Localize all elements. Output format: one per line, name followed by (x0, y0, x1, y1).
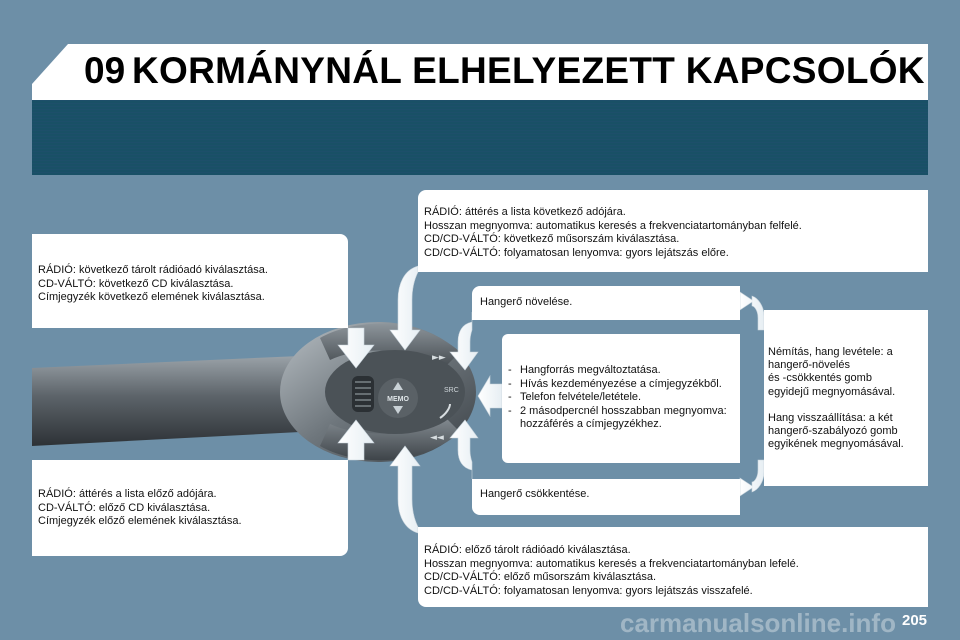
arrow-mute-bottom-icon (740, 460, 764, 496)
volume-up-description (472, 286, 740, 320)
left-bottom-text: RÁDIÓ: áttérés a lista előző adójára. CD-VÁLTÓ: előző CD kiválasztása. Címjegyzék előző elemének kiválasztása. (38, 488, 242, 527)
bottom-right-text: RÁDIÓ: előző tárolt rádióadó kiválasztása. Hosszan megnyomva: automatikus keresés a frekvenciatartományban lefelé. CD/CD-VÁLTÓ: előző műsorszám kiválasztása. CD/CD-VÁLTÓ: folyamatosan lenyomva: gyors lejátszás visszafelé. (424, 544, 799, 597)
memo-label: MEMO (387, 396, 409, 403)
arrow-center-icon (478, 376, 502, 416)
chapter-number: 09 (84, 50, 126, 91)
list-item: - 2 másodpercnél hosszabban megnyomva: hozzáférés a címjegyzékhez. (508, 404, 727, 430)
list-item: - Telefon felvétele/letétele. (508, 391, 642, 403)
top-right-text: RÁDIÓ: áttérés a lista következő adójára. Hosszan megnyomva: automatikus keresés a frekvenciatartományban felfelé. CD/CD-VÁLTÓ: következő műsorszám kiválasztása. CD/CD-VÁLTÓ: folyamatosan lenyomva: gyors lejátszás előre. (424, 206, 802, 259)
volume-down-description (472, 479, 740, 515)
page-title: KORMÁNYNÁL ELHELYEZETT KAPCSOLÓK (132, 50, 925, 91)
page-number: 205 (902, 612, 928, 629)
bottom-right-description (418, 527, 928, 607)
left-bottom-description (32, 460, 348, 556)
mute-description (764, 310, 928, 486)
list-item: - Hangforrás megváltoztatása. (508, 364, 661, 376)
center-button-description (502, 334, 740, 463)
volume-up-text: Hangerő növelése. (480, 296, 573, 308)
left-top-description (32, 234, 348, 328)
list-item: - Hívás kezdeményezése a címjegyzékből. (508, 377, 722, 390)
mute-text: Némítás, hang levétele: a hangerő-növelés és -csökkentés gomb egyidejű megnyomásával. Hang visszaállítása: a két hangerő-szabályozó gomb egyikének megnyomásával. (768, 346, 904, 451)
stalk-shaft (32, 356, 300, 446)
watermark: carmanualsonline.info (620, 608, 896, 638)
left-top-text: RÁDIÓ: következő tárolt rádióadó kiválasztása. CD-VÁLTÓ: következő CD kiválasztása. Címjegyzék következő elemének kiválasztása. (38, 264, 268, 303)
top-right-description (418, 190, 928, 272)
fast-forward-icon: ►► (432, 353, 446, 363)
arrow-mute-top-icon (740, 292, 764, 330)
src-label: SRC (444, 387, 459, 394)
volume-down-text: Hangerő csökkentése. (480, 488, 590, 500)
rewind-icon: ◄◄ (430, 433, 444, 443)
